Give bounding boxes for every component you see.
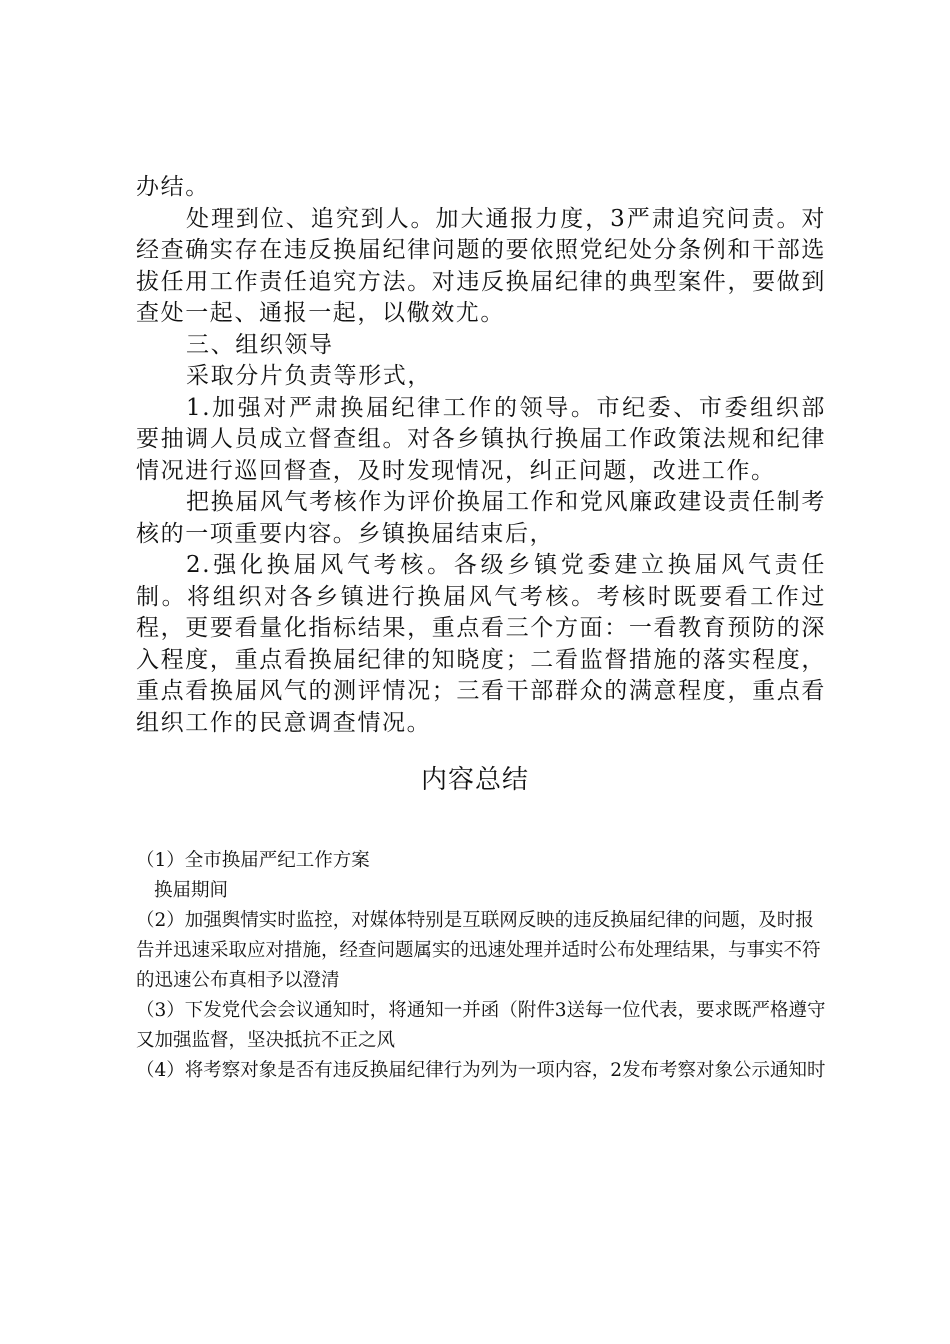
summary-item: 换届期间 [154, 880, 229, 901]
summary-item: （3）下发党代会会议通知时，将通知一并函（附件3送每一位代表，要求既严格遵守又加强监督，坚决抵抗不正之风 [136, 1000, 826, 1051]
summary-item: （1）全市换届严纪工作方案 [136, 850, 370, 871]
paragraph: 办结。 [136, 174, 210, 200]
section-heading: 三、组织领导 [186, 331, 334, 358]
paragraph: 1.加强对严肃换届纪律工作的领导。市纪委、市委组织部要抽调人员成立督查组。对各乡镇执行换届工作政策法规和纪律情况进行巡回督查，及时发现情况，纠正问题，改进工作。 [136, 394, 826, 484]
body-text [136, 172, 826, 739]
paragraph: 把换届风气考核作为评价换届工作和党风廉政建设责任制考核的一项重要内容。乡镇换届结束后， [136, 489, 826, 547]
paragraph: 2.强化换届风气考核。各级乡镇党委建立换届风气责任制。将组织对各乡镇进行换届风气考核。考核时既要看工作过程，更要看量化指标结果，重点看三个方面：一看教育预防的深入程度，重点看换届纪律的知晓度；二看监督措施的落实程度，重点看换届风气的测评情况；三看干部群众的满意程度，重点看组织工作的民意调查情况。 [136, 552, 826, 736]
summary-title: 内容总结 [420, 765, 529, 795]
summary-item: （2）加强舆情实时监控，对媒体特别是互联网反映的违反换届纪律的问题，及时报告并迅速采取应对措施，经查问题属实的迅速处理并适时公布处理结果，与事实不符的迅速公布真相予以澄清 [136, 910, 821, 991]
paragraph: 采取分片负责等形式， [186, 363, 432, 389]
summary-list [136, 846, 826, 1086]
summary-item: （4）将考察对象是否有违反换届纪律行为列为一项内容，2发布考察对象公示通知时 [136, 1060, 826, 1081]
paragraph: 处理到位、追究到人。加大通报力度，3严肃追究问责。对经查确实存在违反换届纪律问题的要依照党纪处分条例和干部选拔任用工作责任追究方法。对违反换届纪律的典型案件，要做到查处一起、通报一起，以儆效尤。 [136, 205, 826, 326]
